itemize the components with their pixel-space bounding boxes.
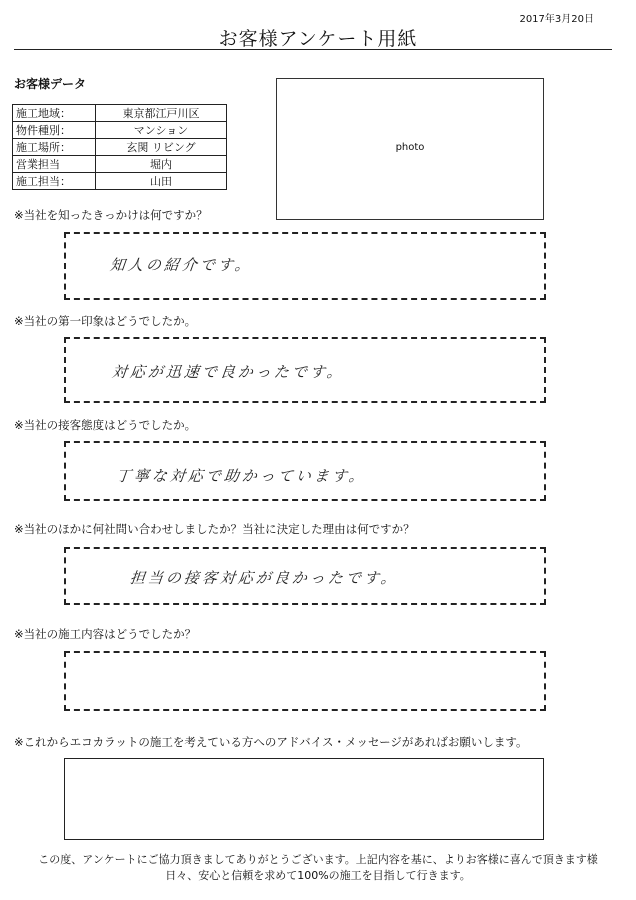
area-label: 施工地域： bbox=[13, 105, 96, 122]
installer-label: 施工担当： bbox=[13, 173, 96, 190]
answer-box-3 bbox=[64, 441, 546, 501]
survey-date: 2017年3月20日 bbox=[519, 14, 594, 25]
footer-line-2: 日々、安心と信頼を求めて100%の施工を目指して行きます。 bbox=[165, 869, 471, 882]
answer-box-6 bbox=[64, 758, 544, 840]
sales-rep-value: 堀内 bbox=[96, 156, 227, 173]
answer-box-1 bbox=[64, 232, 546, 300]
customer-info-table bbox=[12, 104, 227, 190]
question-4: ※当社のほかに何社問い合わせしましたか？当社に決定した理由は何ですか？ bbox=[14, 522, 415, 536]
table-row bbox=[13, 122, 227, 139]
table-row bbox=[13, 139, 227, 156]
location-value: 玄関 リビング bbox=[96, 139, 227, 156]
answer-1-text: 知人の紹介です。 bbox=[109, 256, 254, 274]
property-type-value: マンション bbox=[96, 122, 227, 139]
page-title: お客様アンケート用紙 bbox=[218, 28, 418, 50]
customer-data-heading: お客様データ bbox=[14, 77, 87, 91]
answer-box-2 bbox=[64, 337, 546, 403]
answer-4-text: 担当の接客対応が良かったです。 bbox=[129, 569, 400, 587]
location-label: 施工場所： bbox=[13, 139, 96, 156]
question-6: ※これからエコカラットの施工を考えている方へのアドバイス・メッセージがあればお願いします。 bbox=[14, 735, 528, 749]
photo-label: photo bbox=[395, 142, 425, 153]
photo-placeholder bbox=[276, 78, 544, 220]
sales-rep-label: 営業担当 bbox=[13, 156, 96, 173]
question-3: ※当社の接客態度はどうでしたか。 bbox=[14, 418, 197, 432]
question-5: ※当社の施工内容はどうでしたか？ bbox=[14, 627, 197, 641]
table-row bbox=[13, 173, 227, 190]
installer-value: 山田 bbox=[96, 173, 227, 190]
property-type-label: 物件種別： bbox=[13, 122, 96, 139]
answer-box-4 bbox=[64, 547, 546, 605]
footer-line-1: この度、アンケートにご協力頂きましてありがとうございます。上記内容を基に、よりお客様に喜んで頂きます様 bbox=[38, 853, 598, 866]
question-1: ※当社を知ったきっかけは何ですか？ bbox=[14, 208, 208, 222]
answer-box-5 bbox=[64, 651, 546, 711]
title-underline bbox=[14, 49, 612, 50]
question-2: ※当社の第一印象はどうでしたか。 bbox=[14, 314, 197, 328]
table-row bbox=[13, 105, 227, 122]
answer-3-text: 丁寧な対応で助かっています。 bbox=[115, 467, 368, 485]
area-value: 東京都江戸川区 bbox=[96, 105, 227, 122]
table-row bbox=[13, 156, 227, 173]
answer-2-text: 対応が迅速で良かったです。 bbox=[111, 363, 346, 381]
